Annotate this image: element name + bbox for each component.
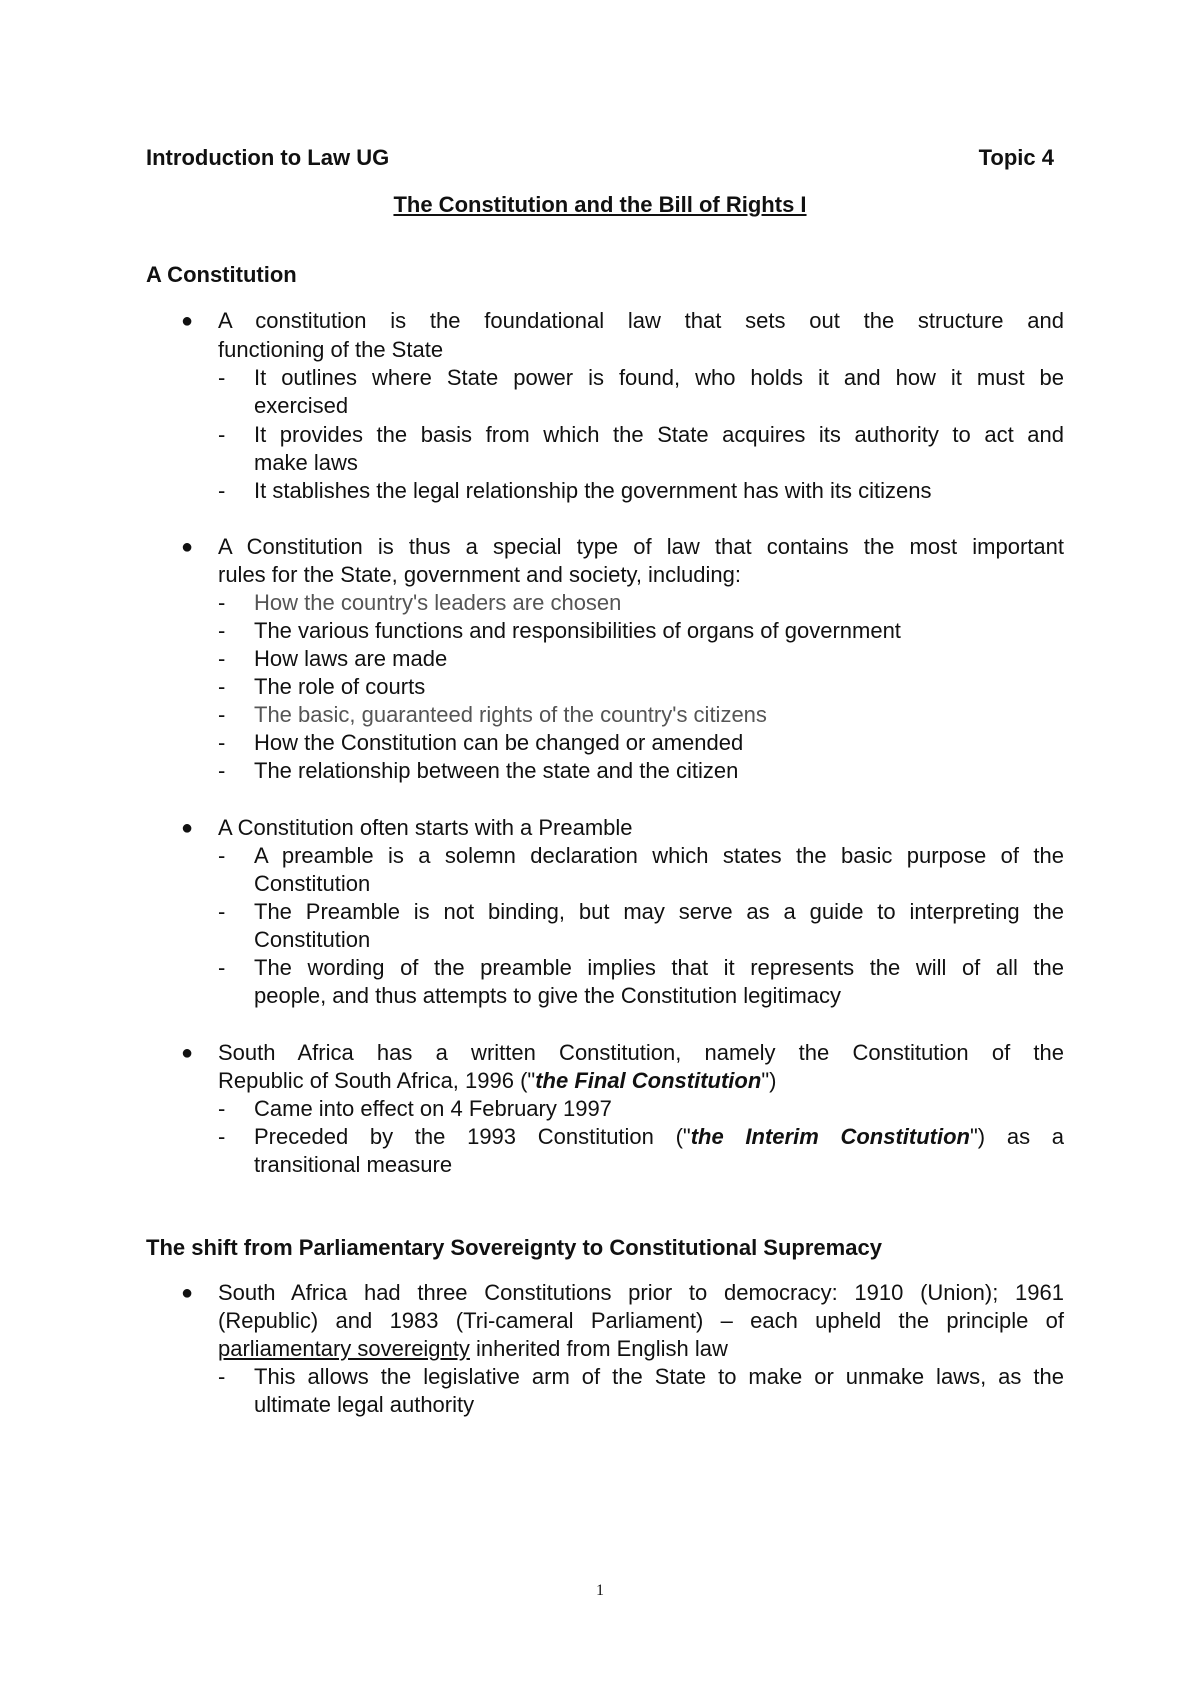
bullet-text: A Constitution is thus a special type of law that contains the most important <box>218 534 1064 559</box>
interim-constitution-term: the Interim Constitution <box>690 1124 970 1149</box>
parliamentary-sovereignty-term: parliamentary sovereignty <box>218 1336 470 1361</box>
sub-item-text: A preamble is a solemn declaration which states the basic purpose of the <box>254 843 1064 868</box>
sub-item-text: It outlines where State power is found, who holds it and how it must be <box>254 365 1064 390</box>
dash-icon: - <box>218 646 226 671</box>
bullet-text: Republic of South Africa, 1996 ("the Final Constitution") <box>218 1068 777 1093</box>
bullet-text: rules for the State, government and society, including: <box>218 562 741 587</box>
dash-icon: - <box>218 899 226 924</box>
section-heading-constitution: A Constitution <box>146 262 297 287</box>
sub-item-text: It stablishes the legal relationship the government has with its citizens <box>254 478 932 503</box>
bullet-icon: ● <box>181 536 194 558</box>
sub-item-text: Constitution <box>254 871 371 896</box>
page-header <box>146 145 1054 175</box>
list-item: The various functions and responsibilities of organs of government <box>254 618 901 643</box>
dash-icon: - <box>218 422 226 447</box>
bullet-icon: ● <box>181 310 194 332</box>
dash-icon: - <box>218 955 226 980</box>
dash-icon: - <box>218 590 226 615</box>
bullet-text: A constitution is the foundational law that sets out the structure and <box>218 308 1064 333</box>
sub-item-text: The wording of the preamble implies that it represents the will of all the <box>254 955 1064 980</box>
sub-item-text: make laws <box>254 450 358 475</box>
bullet-text: (Republic) and 1983 (Tri-cameral Parliament) – each upheld the principle of <box>218 1308 1064 1333</box>
dash-icon: - <box>218 365 226 390</box>
dash-icon: - <box>218 730 226 755</box>
bullet-icon: ● <box>181 817 194 839</box>
sub-item-text: This allows the legislative arm of the State to make or unmake laws, as the <box>254 1364 1064 1389</box>
bullet-text: A Constitution often starts with a Preamble <box>218 815 633 840</box>
dash-icon: - <box>218 674 226 699</box>
sub-item-text: people, and thus attempts to give the Constitution legitimacy <box>254 983 842 1008</box>
sub-item-text: transitional measure <box>254 1152 453 1177</box>
dash-icon: - <box>218 618 226 643</box>
dash-icon: - <box>218 758 226 783</box>
dash-icon: - <box>218 1364 226 1389</box>
bullet-icon: ● <box>181 1282 194 1304</box>
page-number: 1 <box>596 1582 604 1599</box>
sub-item-text: Came into effect on 4 February 1997 <box>254 1096 612 1121</box>
list-item: The basic, guaranteed rights of the country's citizens <box>254 702 767 727</box>
dash-icon: - <box>218 478 226 503</box>
sub-item-text: ultimate legal authority <box>254 1392 475 1417</box>
sub-item-text: The Preamble is not binding, but may serve as a guide to interpreting the <box>254 899 1064 924</box>
topic-label: Topic 4 <box>978 145 1054 170</box>
bullet-text: South Africa had three Constitutions prior to democracy: 1910 (Union); 1961 <box>218 1280 1064 1305</box>
list-item: How laws are made <box>254 646 448 671</box>
dash-icon: - <box>218 1096 226 1121</box>
sub-item-text: Constitution <box>254 927 371 952</box>
list-item: The relationship between the state and the citizen <box>254 758 739 783</box>
sub-item-text: It provides the basis from which the State acquires its authority to act and <box>254 422 1064 447</box>
section-heading-shift: The shift from Parliamentary Sovereignty to Constitutional Supremacy <box>146 1235 882 1260</box>
sub-item-text: Preceded by the 1993 Constitution ("the Interim Constitution") as a <box>254 1124 1064 1149</box>
bullet-icon: ● <box>181 1042 194 1064</box>
document-title: The Constitution and the Bill of Rights I <box>393 192 807 217</box>
bullet-text: South Africa has a written Constitution, namely the Constitution of the <box>218 1040 1064 1065</box>
bullet-text: functioning of the State <box>218 337 444 362</box>
list-item: How the country's leaders are chosen <box>254 590 622 615</box>
dash-icon: - <box>218 1124 226 1149</box>
dash-icon: - <box>218 702 226 727</box>
dash-icon: - <box>218 843 226 868</box>
list-item: The role of courts <box>254 674 426 699</box>
final-constitution-term: the Final Constitution <box>535 1068 762 1093</box>
sub-item-text: exercised <box>254 393 349 418</box>
course-title: Introduction to Law UG <box>146 145 390 170</box>
bullet-text: parliamentary sovereignty inherited from English law <box>218 1336 728 1361</box>
list-item: How the Constitution can be changed or amended <box>254 730 744 755</box>
